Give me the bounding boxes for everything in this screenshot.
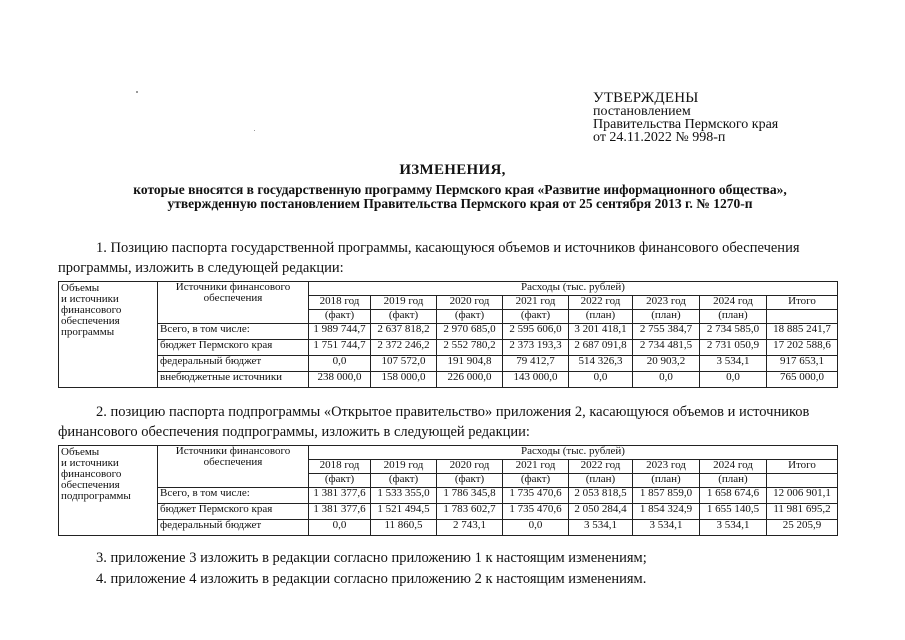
cell-text-line: и источники (61, 457, 119, 469)
expenses-header: Расходы (тыс. рублей) (309, 282, 838, 296)
table-cell: 2 373 193,3 (503, 340, 569, 356)
table-cell: Итого (767, 460, 838, 474)
table-cell: 917 653,1 (767, 356, 838, 372)
table-cell: 2023 год (633, 296, 700, 310)
table-cell: (факт) (371, 474, 437, 488)
financing-table-program (58, 281, 838, 388)
table-cell: 2 755 384,7 (633, 324, 700, 340)
table-cell: 2 552 780,2 (437, 340, 503, 356)
table-cell: 1 381 377,6 (309, 504, 371, 520)
table-row (59, 372, 838, 388)
table-cell: 1 783 602,7 (437, 504, 503, 520)
table-cell: 11 860,5 (371, 520, 437, 536)
paragraph-2 (58, 402, 844, 442)
table-cell: 1 735 470,6 (503, 488, 569, 504)
cell-text-line: обеспечения (203, 456, 263, 468)
table-cell: Всего, в том числе: (158, 488, 309, 504)
cell-text-line: программы (61, 326, 115, 338)
table-cell: 3 534,1 (569, 520, 633, 536)
paragraph-3 (58, 548, 844, 568)
table-cell: (факт) (503, 474, 569, 488)
table-cell: 2 053 818,5 (569, 488, 633, 504)
col0-cell (59, 446, 158, 536)
sources-header (158, 282, 309, 324)
table-cell (767, 310, 838, 324)
table-cell: 2 050 284,4 (569, 504, 633, 520)
table-cell: 1 533 355,0 (371, 488, 437, 504)
table-row (59, 520, 838, 536)
paragraph-line: 3. приложение 3 изложить в редакции согласно приложению 1 к настоящим изменениям; (96, 550, 647, 566)
table-cell: 1 854 324,9 (633, 504, 700, 520)
table-cell: 2 595 606,0 (503, 324, 569, 340)
table-cell: 2 734 481,5 (633, 340, 700, 356)
paragraph-4 (58, 569, 844, 589)
table-cell: 2020 год (437, 296, 503, 310)
scan-speck (136, 91, 138, 93)
table-cell: 2020 год (437, 460, 503, 474)
expenses-header: Расходы (тыс. рублей) (309, 446, 838, 460)
table-cell: 2 372 246,2 (371, 340, 437, 356)
col0-cell (59, 282, 158, 388)
table-row (59, 488, 838, 504)
table-cell: 2019 год (371, 460, 437, 474)
table-cell: 1 658 674,6 (700, 488, 767, 504)
table-row (59, 340, 838, 356)
paragraph-line (58, 548, 844, 568)
table-cell: 0,0 (633, 372, 700, 388)
cell-text-line: финансового (61, 304, 122, 316)
table-cell: 1 857 859,0 (633, 488, 700, 504)
cell-text-line: Объемы (61, 282, 100, 294)
cell-text-line: и источники (61, 293, 119, 305)
table-cell: 2019 год (371, 296, 437, 310)
subtitle-line: утвержденную постановлением Правительства Пермского края от 25 сентября 2013 г. № 1270-п (167, 196, 753, 211)
approval-heading: УТВЕРЖДЕНЫ (593, 90, 699, 106)
table-cell: 2 637 818,2 (371, 324, 437, 340)
table-cell: внебюджетные источники (158, 372, 309, 388)
table-cell: 143 000,0 (503, 372, 569, 388)
document-title: ИЗМЕНЕНИЯ, (399, 162, 506, 178)
table-cell: 514 326,3 (569, 356, 633, 372)
table-cell: 2021 год (503, 296, 569, 310)
paragraph-line: 2. позицию паспорта подпрограммы «Открытое правительство» приложения 2, касающуюся объемов и источников (96, 404, 810, 420)
table-cell: 0,0 (569, 372, 633, 388)
table-cell: 2024 год (700, 296, 767, 310)
table-cell: 2018 год (309, 296, 371, 310)
table-cell: (план) (569, 310, 633, 324)
subtitle-line: которые вносятся в государственную программу Пермского края «Развитие информационного общества», (133, 182, 787, 197)
table-cell: 2018 год (309, 460, 371, 474)
table-cell: (план) (633, 474, 700, 488)
table-cell: 3 534,1 (700, 520, 767, 536)
table-cell: 11 981 695,2 (767, 504, 838, 520)
table-cell: 2 734 585,0 (700, 324, 767, 340)
table-cell: 0,0 (309, 356, 371, 372)
cell-text-line: Объемы (61, 446, 100, 458)
table-cell: 0,0 (309, 520, 371, 536)
paragraph-1 (58, 238, 844, 278)
table-cell: Итого (767, 296, 838, 310)
table-cell: 2 970 685,0 (437, 324, 503, 340)
table-cell: 238 000,0 (309, 372, 371, 388)
table-cell: 18 885 241,7 (767, 324, 838, 340)
table-cell: федеральный бюджет (158, 520, 309, 536)
table-cell: федеральный бюджет (158, 356, 309, 372)
table-cell: 2023 год (633, 460, 700, 474)
table-row (59, 324, 838, 340)
table-row (59, 356, 838, 372)
table-cell: 1 751 744,7 (309, 340, 371, 356)
cell-text-line: обеспечения (203, 292, 263, 304)
paragraph-line: программы, изложить в следующей редакции: (58, 260, 344, 276)
table-cell: Всего, в том числе: (158, 324, 309, 340)
approval-date: от 24.11.2022 № 998-п (593, 130, 726, 145)
approval-line: постановлением (593, 104, 691, 119)
table-cell: 765 000,0 (767, 372, 838, 388)
financing-table-subprogram (58, 445, 838, 536)
approval-block (593, 92, 778, 144)
sources-header (158, 446, 309, 488)
paragraph-line: 4. приложение 4 изложить в редакции согласно приложению 2 к настоящим изменениям. (96, 571, 647, 587)
table-cell: 3 534,1 (633, 520, 700, 536)
table-cell: 3 534,1 (700, 356, 767, 372)
table-row (59, 504, 838, 520)
table-cell: (факт) (309, 310, 371, 324)
table-cell: 3 201 418,1 (569, 324, 633, 340)
table-cell: 1 521 494,5 (371, 504, 437, 520)
table-cell: (план) (700, 474, 767, 488)
cell-text-line: обеспечения (61, 479, 120, 491)
table-cell: 79 412,7 (503, 356, 569, 372)
table-cell: 2 731 050,9 (700, 340, 767, 356)
table-cell: бюджет Пермского края (158, 340, 309, 356)
table-cell: 2024 год (700, 460, 767, 474)
paragraph-line: финансового обеспечения подпрограммы, изложить в следующей редакции: (58, 424, 530, 440)
table-cell: 0,0 (503, 520, 569, 536)
table-cell: 107 572,0 (371, 356, 437, 372)
paragraph-line (58, 569, 844, 589)
table-cell: 17 202 588,6 (767, 340, 838, 356)
table-cell: 2022 год (569, 296, 633, 310)
table-cell: (факт) (503, 310, 569, 324)
cell-text-line: обеспечения (61, 315, 120, 327)
table-cell: (план) (700, 310, 767, 324)
table-cell: 0,0 (700, 372, 767, 388)
table-cell: 158 000,0 (371, 372, 437, 388)
table-cell: 20 903,2 (633, 356, 700, 372)
table-cell: 191 904,8 (437, 356, 503, 372)
table-cell: 1 381 377,6 (309, 488, 371, 504)
table-cell: 25 205,9 (767, 520, 838, 536)
cell-text-line: Источники финансового (175, 281, 291, 293)
table-cell: 1 786 345,8 (437, 488, 503, 504)
paragraph-line: 1. Позицию паспорта государственной программы, касающуюся объемов и источников финансового обеспечения (96, 240, 800, 256)
table-cell: 1 655 140,5 (700, 504, 767, 520)
cell-text-line: финансового (61, 468, 122, 480)
paragraph-line (58, 402, 844, 422)
table-cell: (факт) (309, 474, 371, 488)
table-cell: 1 735 470,6 (503, 504, 569, 520)
paragraph-line (58, 238, 844, 258)
table-cell: (факт) (437, 474, 503, 488)
scan-speck (254, 130, 255, 131)
table-cell: (факт) (437, 310, 503, 324)
table-cell: 2 687 091,8 (569, 340, 633, 356)
document-subtitle (60, 183, 860, 211)
table-cell: бюджет Пермского края (158, 504, 309, 520)
table-cell: (план) (633, 310, 700, 324)
table-cell: 2 743,1 (437, 520, 503, 536)
table-cell: 226 000,0 (437, 372, 503, 388)
cell-text-line: подпрограммы (61, 490, 131, 502)
table-cell: 12 006 901,1 (767, 488, 838, 504)
table-cell: (факт) (371, 310, 437, 324)
table-cell: (план) (569, 474, 633, 488)
table-cell (767, 474, 838, 488)
table-cell: 1 989 744,7 (309, 324, 371, 340)
cell-text-line: Источники финансового (175, 445, 291, 457)
table-cell: 2021 год (503, 460, 569, 474)
approval-line: Правительства Пермского края (593, 117, 779, 132)
table-cell: 2022 год (569, 460, 633, 474)
